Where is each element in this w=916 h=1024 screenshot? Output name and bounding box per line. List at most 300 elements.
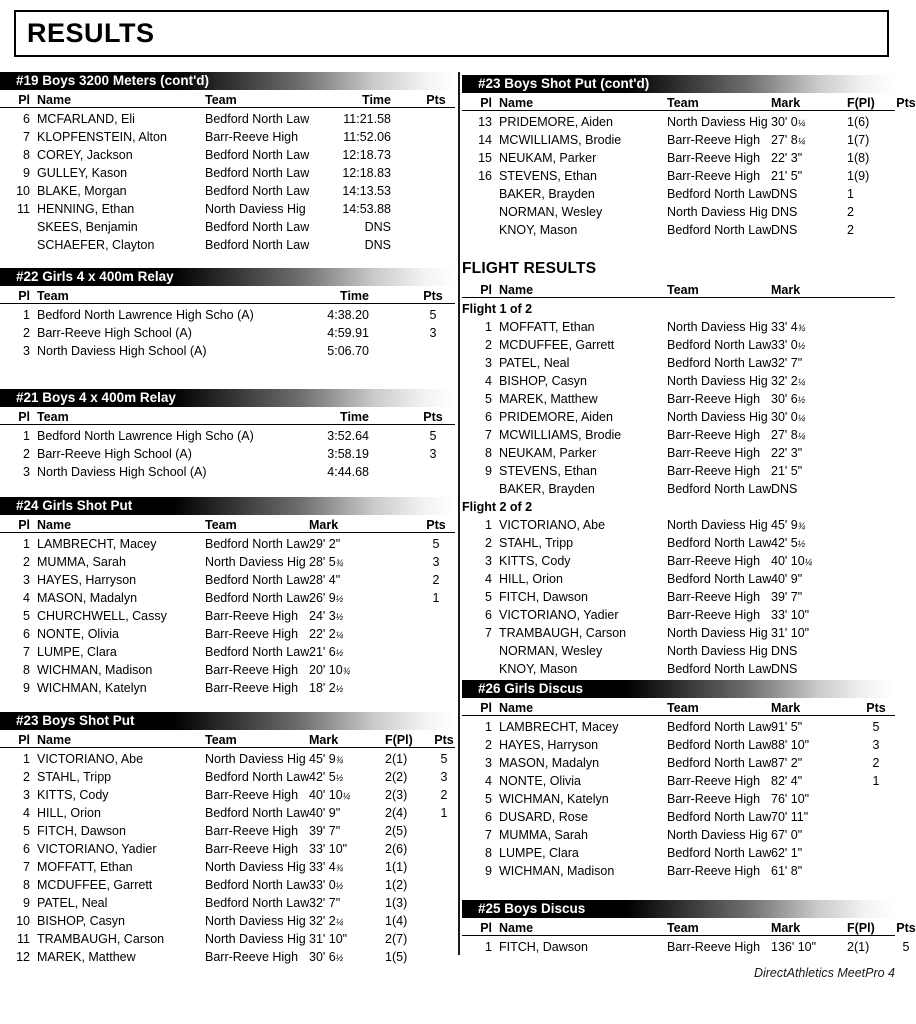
cell-team: Bedford North Law: [667, 356, 771, 370]
cell-mark: 21' 6½: [309, 645, 344, 659]
cell-team: Barr-Reeve High: [667, 133, 761, 147]
cell-pl: 6: [23, 112, 30, 126]
cell-time: 3:52.64: [327, 429, 369, 443]
cell-fpl: 1(5): [385, 950, 408, 964]
cell-team: Barr-Reeve High: [667, 940, 761, 954]
section-title: #21 Boys 4 x 400m Relay: [0, 389, 455, 407]
cell-pl: 11: [17, 932, 30, 946]
result-row: [0, 306, 455, 324]
cell-mark: 27' 8¼: [771, 428, 806, 442]
column-header-name: Name: [37, 733, 72, 747]
cell-team: Bedford North Law: [667, 756, 771, 770]
section-title: FLIGHT RESULTS: [462, 260, 597, 277]
column-header-pts: Pts: [866, 701, 886, 715]
cell-time: 5:06.70: [327, 344, 369, 358]
result-row: [462, 462, 895, 480]
cell-team: Bedford North Law: [205, 878, 309, 892]
result-row: [462, 534, 895, 552]
section-title: #22 Girls 4 x 400m Relay: [0, 268, 455, 286]
cell-pts: 5: [432, 537, 440, 551]
cell-name: MOFFATT, Ethan: [37, 860, 133, 874]
column-header-name: Name: [37, 518, 72, 532]
result-row: [462, 131, 895, 149]
fraction: ½: [335, 953, 344, 963]
cell-fpl: 1(4): [385, 914, 408, 928]
cell-pl: 10: [16, 914, 30, 928]
cell-pts: 1: [440, 806, 448, 820]
cell-pl: 3: [23, 344, 30, 358]
cell-mark: 87' 2": [771, 756, 803, 770]
cell-name: FITCH, Dawson: [499, 940, 588, 954]
cell-name: PATEL, Neal: [499, 356, 570, 370]
fraction: ½: [335, 684, 344, 694]
cell-team: Bedford North Law: [205, 806, 309, 820]
cell-mark: DNS: [771, 187, 798, 201]
cell-name: PATEL, Neal: [37, 896, 108, 910]
result-row: [0, 786, 455, 804]
cell-team: Bedford North Law: [667, 810, 771, 824]
cell-pts: 3: [429, 326, 437, 340]
cell-mark: 33' 4¾: [771, 320, 806, 334]
column-header-pl: Pl: [18, 410, 30, 424]
cell-team: Barr-Reeve High: [667, 792, 761, 806]
cell-pts: 3: [432, 555, 440, 569]
cell-name: CHURCHWELL, Cassy: [37, 609, 167, 623]
cell-name: BISHOP, Casyn: [37, 914, 126, 928]
cell-team: Barr-Reeve High: [205, 627, 299, 641]
cell-team: Bedford North Law: [667, 662, 771, 676]
cell-name: PRIDEMORE, Aiden: [499, 410, 613, 424]
cell-mark: 28' 4": [309, 573, 341, 587]
cell-pl: 6: [23, 842, 30, 856]
result-row: [0, 553, 455, 571]
cell-mark: 32' 2¼: [309, 914, 344, 928]
cell-pts: 5: [902, 940, 910, 954]
cell-time: 4:44.68: [327, 465, 369, 479]
fraction: ¼: [797, 377, 806, 387]
cell-pl: 9: [23, 166, 30, 180]
result-row: [0, 324, 455, 342]
cell-fpl: 1(9): [847, 169, 870, 183]
column-header-name: Team: [37, 289, 69, 303]
cell-mark: 39' 7": [771, 590, 803, 604]
cell-mark: DNS: [771, 205, 798, 219]
cell-mark: 26' 9½: [309, 591, 344, 605]
cell-team: North Daviess Hig: [667, 205, 768, 219]
fraction: ¾: [797, 323, 806, 333]
cell-team: North Daviess Hig: [667, 374, 768, 388]
cell-fpl: 1(6): [847, 115, 870, 129]
cell-pl: 3: [23, 465, 30, 479]
cell-mark: 45' 9¾: [309, 752, 344, 766]
cell-mark: 91' 5": [771, 720, 803, 734]
cell-name: NEUKAM, Parker: [499, 151, 597, 165]
cell-name: FITCH, Dawson: [37, 824, 126, 838]
cell-fpl: 2(4): [385, 806, 408, 820]
cell-name: VICTORIANO, Abe: [37, 752, 144, 766]
cell-time: 4:38.20: [327, 308, 369, 322]
column-header-time: Time: [340, 289, 369, 303]
cell-mark: 24' 3½: [309, 609, 344, 623]
column-header-team: Team: [667, 701, 699, 715]
column-header-pl: Pl: [480, 283, 492, 297]
cell-team: Bedford North Law: [205, 573, 309, 587]
result-row: [0, 679, 455, 697]
column-header-pts: Pts: [426, 518, 446, 532]
result-row: [462, 808, 895, 826]
cell-name: HAYES, Harryson: [499, 738, 599, 752]
cell-team: Bedford North Law: [667, 223, 771, 237]
result-row: [462, 718, 895, 736]
cell-mark: 30' 0¼: [771, 115, 806, 129]
cell-team: Barr-Reeve High: [667, 554, 761, 568]
cell-mark: 31' 10": [309, 932, 348, 946]
cell-pl: 4: [23, 591, 30, 605]
cell-mark: 67' 0": [771, 828, 803, 842]
cell-team: Barr-Reeve High: [205, 842, 299, 856]
cell-name: FITCH, Dawson: [499, 590, 588, 604]
cell-team: Bedford North Law: [205, 166, 309, 180]
cell-pl: 4: [485, 774, 492, 788]
cell-team: North Daviess Hig: [667, 644, 768, 658]
result-row: [0, 342, 455, 360]
cell-pl: 6: [485, 410, 492, 424]
fraction: ½: [797, 539, 806, 549]
cell-mark: 32' 7": [309, 896, 341, 910]
cell-team: Barr-Reeve High: [667, 864, 761, 878]
cell-pts: 1: [872, 774, 880, 788]
column-header-name: Name: [499, 921, 534, 935]
cell-fpl: 1(8): [847, 151, 870, 165]
cell-pl: 5: [23, 609, 30, 623]
result-row: [462, 844, 895, 862]
section-girls-shot-put: [0, 497, 455, 697]
cell-pl: 1: [23, 429, 30, 443]
cell-pl: 1: [485, 940, 492, 954]
cell-fpl: 1(1): [385, 860, 408, 874]
result-row: [462, 516, 895, 534]
cell-fpl: 2(2): [385, 770, 408, 784]
cell-pl: 12: [16, 950, 30, 964]
cell-mark: 22' 3": [771, 446, 803, 460]
cell-mark: 20' 10¾: [309, 663, 351, 677]
result-row: [462, 408, 895, 426]
cell-team: Barr-Reeve High: [205, 788, 299, 802]
cell-name: LUMPE, Clara: [37, 645, 117, 659]
column-header-mark: Mark: [771, 283, 801, 297]
cell-mark: 22' 2¼: [309, 627, 344, 641]
cell-pl: 7: [485, 626, 492, 640]
cell-pl: 7: [485, 828, 492, 842]
result-row: [462, 318, 895, 336]
cell-pl: 7: [23, 860, 30, 874]
cell-name: MCWILLIAMS, Brodie: [499, 428, 622, 442]
fraction: ½: [797, 395, 806, 405]
cell-pl: 6: [485, 810, 492, 824]
cell-pts: 3: [440, 770, 448, 784]
table-header-row: [0, 515, 455, 533]
cell-name: KITTS, Cody: [499, 554, 571, 568]
cell-mark: 42' 5½: [309, 770, 344, 784]
result-row: [462, 606, 895, 624]
cell-team: North Daviess Hig: [667, 410, 768, 424]
cell-pl: 1: [485, 720, 492, 734]
cell-team: Bedford North Law: [667, 738, 771, 752]
result-row: [0, 643, 455, 661]
fraction: ½: [335, 881, 344, 891]
cell-fpl: 1(7): [847, 133, 870, 147]
column-header-pl: Pl: [480, 701, 492, 715]
cell-pts: 1: [432, 591, 440, 605]
footer-credit: DirectAthletics MeetPro 4: [753, 966, 895, 980]
cell-name: MASON, Madalyn: [37, 591, 138, 605]
result-row: [462, 149, 895, 167]
cell-mark: 42' 5½: [771, 536, 806, 550]
fraction: ½: [335, 594, 344, 604]
cell-name: VICTORIANO, Abe: [499, 518, 606, 532]
cell-mark: 40' 9": [771, 572, 803, 586]
result-row: [0, 858, 455, 876]
result-row: [462, 624, 895, 642]
table-header-row: [462, 918, 916, 936]
cell-mark: 88' 10": [771, 738, 810, 752]
cell-mark: 31' 10": [771, 626, 810, 640]
cell-name: SKEES, Benjamin: [37, 220, 138, 234]
result-row: [0, 236, 455, 254]
fraction: ¾: [342, 666, 351, 676]
table-header-row: [462, 698, 895, 716]
cell-name: MAREK, Matthew: [499, 392, 598, 406]
result-row: [462, 203, 895, 221]
column-header-team: Team: [205, 733, 237, 747]
cell-team: Bedford North Law: [205, 770, 309, 784]
section-boys-shot-put-contd: [462, 75, 916, 239]
column-header-pts: Pts: [423, 410, 443, 424]
cell-name: COREY, Jackson: [37, 148, 133, 162]
cell-mark: 32' 7": [771, 356, 803, 370]
cell-mark: 45' 9¾: [771, 518, 806, 532]
column-header-pts: Pts: [896, 921, 916, 935]
result-row: [462, 826, 895, 844]
column-header-name: Name: [499, 283, 534, 297]
cell-name: Barr-Reeve High School (A): [37, 447, 192, 461]
cell-pl: 9: [23, 681, 30, 695]
cell-mark: 62' 1": [771, 846, 803, 860]
cell-mark: 27' 8¼: [771, 133, 806, 147]
cell-pl: 3: [485, 356, 492, 370]
result-row: [462, 444, 895, 462]
cell-mark: 32' 2¼: [771, 374, 806, 388]
fraction: ½: [335, 648, 344, 658]
cell-team: North Daviess Hig: [667, 518, 768, 532]
result-row: [0, 463, 455, 481]
cell-mark: DNS: [771, 223, 798, 237]
result-row: [462, 390, 895, 408]
result-row: [462, 221, 895, 239]
cell-team: North Daviess Hig: [205, 555, 306, 569]
table-header-row: [0, 730, 455, 748]
cell-pl: 8: [23, 663, 30, 677]
cell-name: WICHMAN, Katelyn: [37, 681, 147, 695]
cell-name: KNOY, Mason: [499, 662, 578, 676]
fraction: ¼: [342, 791, 351, 801]
cell-pl: 2: [23, 770, 30, 784]
column-header-team: Team: [667, 921, 699, 935]
section-title: #26 Girls Discus: [462, 680, 895, 698]
column-header-mark: Mark: [309, 518, 339, 532]
cell-team: Barr-Reeve High: [205, 663, 299, 677]
cell-name: BISHOP, Casyn: [499, 374, 588, 388]
cell-team: Bedford North Law: [205, 184, 309, 198]
result-row: [0, 876, 455, 894]
cell-name: KNOY, Mason: [499, 223, 578, 237]
left-column: [0, 64, 455, 966]
cell-team: Barr-Reeve High: [667, 464, 761, 478]
cell-team: Bedford North Law: [205, 896, 309, 910]
fraction: ½: [335, 612, 344, 622]
cell-fpl: 2(5): [385, 824, 408, 838]
cell-team: Barr-Reeve High: [205, 824, 299, 838]
cell-mark: 39' 7": [309, 824, 341, 838]
fraction: ¼: [797, 136, 806, 146]
result-row: [462, 354, 895, 372]
section-title: #23 Boys Shot Put (cont'd): [462, 75, 895, 93]
column-header-fpl: F(Pl): [385, 733, 413, 747]
cell-name: KLOPFENSTEIN, Alton: [37, 130, 167, 144]
cell-team: Barr-Reeve High: [667, 590, 761, 604]
cell-time: 11:21.58: [343, 112, 391, 126]
column-header-time: Time: [340, 410, 369, 424]
cell-team: Bedford North Law: [205, 148, 309, 162]
cell-pl: 5: [485, 792, 492, 806]
cell-time: 14:13.53: [342, 184, 391, 198]
cell-mark: 33' 10": [771, 608, 810, 622]
cell-name: MOFFATT, Ethan: [499, 320, 595, 334]
cell-mark: 136' 10": [771, 940, 817, 954]
cell-name: NORMAN, Wesley: [499, 205, 603, 219]
cell-fpl: 2: [847, 223, 854, 237]
result-row: [0, 445, 455, 463]
column-header-pl: Pl: [18, 518, 30, 532]
fraction: ¾: [335, 558, 344, 568]
cell-name: NONTE, Olivia: [499, 774, 581, 788]
cell-team: Bedford North Law: [667, 482, 771, 496]
cell-pl: 5: [485, 392, 492, 406]
result-row: [462, 754, 895, 772]
column-header-pl: Pl: [480, 96, 492, 110]
cell-fpl: 2: [847, 205, 854, 219]
cell-pl: 15: [478, 151, 492, 165]
result-row: [0, 822, 455, 840]
table-header-row: [462, 93, 916, 111]
cell-time: DNS: [364, 238, 391, 252]
cell-pl: 5: [23, 824, 30, 838]
cell-name: MUMMA, Sarah: [37, 555, 126, 569]
section-title: #24 Girls Shot Put: [0, 497, 455, 515]
section-title: #23 Boys Shot Put: [0, 712, 455, 730]
cell-team: Barr-Reeve High: [667, 151, 761, 165]
cell-fpl: 1(2): [385, 878, 408, 892]
cell-pl: 10: [16, 184, 30, 198]
cell-pl: 6: [485, 608, 492, 622]
cell-pl: 5: [485, 590, 492, 604]
cell-pts: 3: [872, 738, 880, 752]
cell-pl: 1: [23, 308, 30, 322]
cell-name: DUSARD, Rose: [499, 810, 588, 824]
cell-mark: 28' 5¾: [309, 555, 344, 569]
cell-team: Barr-Reeve High: [205, 681, 299, 695]
cell-mark: 40' 10¼: [771, 554, 813, 568]
cell-mark: 61' 8": [771, 864, 803, 878]
section-boys-discus: [462, 900, 916, 956]
cell-name: NORMAN, Wesley: [499, 644, 603, 658]
cell-name: NEUKAM, Parker: [499, 446, 597, 460]
column-divider: [458, 72, 460, 955]
result-row: [462, 552, 895, 570]
section-girls-discus: [462, 680, 895, 880]
result-row: [0, 661, 455, 679]
section-title: #25 Boys Discus: [462, 900, 895, 918]
column-header-time: Time: [362, 93, 391, 107]
section-title: #19 Boys 3200 Meters (cont'd): [0, 72, 455, 90]
cell-name: MCDUFFEE, Garrett: [499, 338, 615, 352]
cell-name: MASON, Madalyn: [499, 756, 600, 770]
right-column: [462, 66, 916, 980]
result-row: [0, 625, 455, 643]
result-row: [0, 571, 455, 589]
table-header-row: [0, 286, 455, 304]
cell-mark: 30' 6½: [309, 950, 344, 964]
cell-pl: 7: [23, 645, 30, 659]
result-row: [462, 113, 895, 131]
cell-mark: 33' 4¾: [309, 860, 344, 874]
cell-name: Barr-Reeve High School (A): [37, 326, 192, 340]
cell-name: Bedford North Lawrence High Scho (A): [37, 308, 254, 322]
cell-name: WICHMAN, Katelyn: [499, 792, 609, 806]
cell-time: 4:59.91: [327, 326, 369, 340]
cell-name: WICHMAN, Madison: [499, 864, 615, 878]
column-header-pts: Pts: [426, 93, 446, 107]
cell-time: 12:18.83: [342, 166, 391, 180]
result-row: [0, 912, 455, 930]
column-header-pl: Pl: [480, 921, 492, 935]
result-row: [0, 948, 455, 966]
cell-pl: 3: [485, 756, 492, 770]
cell-team: North Daviess Hig: [667, 828, 768, 842]
cell-pl: 3: [23, 788, 30, 802]
table-header-row: [0, 407, 455, 425]
cell-name: HILL, Orion: [499, 572, 563, 586]
cell-name: HILL, Orion: [37, 806, 101, 820]
fraction: ¼: [335, 630, 344, 640]
column-header-mark: Mark: [309, 733, 339, 747]
cell-team: Bedford North Law: [205, 645, 309, 659]
flight-group-label: Flight 2 of 2: [462, 500, 533, 514]
cell-team: Barr-Reeve High: [667, 392, 761, 406]
cell-time: 3:58.19: [327, 447, 369, 461]
column-header-mark: Mark: [771, 921, 801, 935]
result-row: [0, 128, 455, 146]
cell-name: BAKER, Brayden: [499, 482, 595, 496]
cell-pl: 4: [23, 806, 30, 820]
cell-pl: 9: [485, 464, 492, 478]
cell-mark: 18' 2½: [309, 681, 344, 695]
cell-mark: 21' 5": [771, 169, 803, 183]
column-header-fpl: F(Pl): [847, 96, 875, 110]
cell-team: Bedford North Law: [205, 238, 309, 252]
result-row: [462, 790, 895, 808]
cell-pl: 1: [23, 752, 30, 766]
